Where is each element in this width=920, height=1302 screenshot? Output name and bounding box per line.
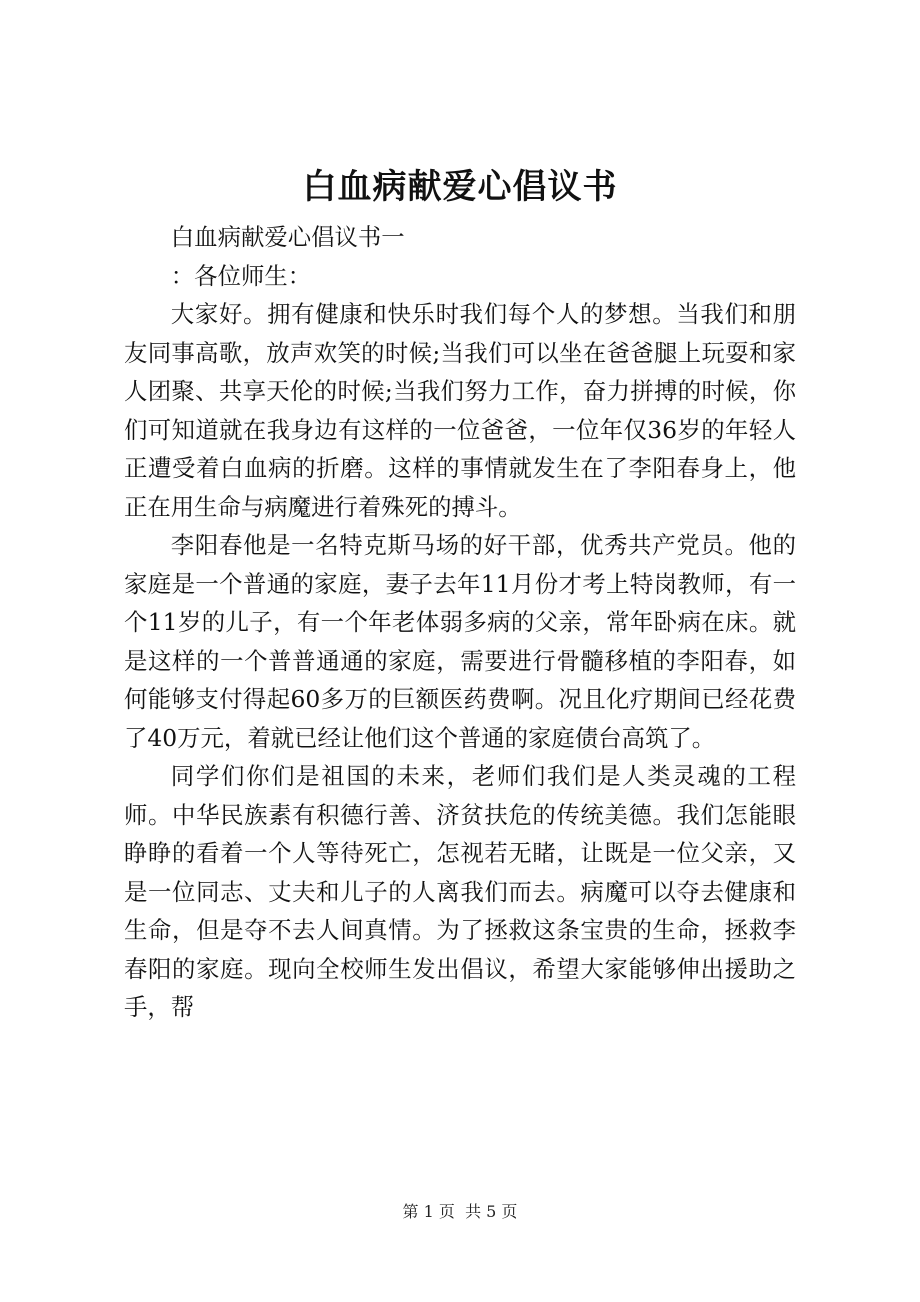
document-title: 白血病献爱心倡议书 — [302, 167, 618, 207]
body-paragraph-2: 李阳春他是一名特克斯马场的好干部，优秀共产党员。他的家庭是一个普通的家庭，妻子去年11月份才考上特岗教师，有一个11岁的儿子，有一个年老体弱多病的父亲，常年卧病在床。就是这样的一个普普通通的家庭，需要进行骨髓移植的李阳春，如何能够支付得起60多万的巨额医药费啊。况且化疗期间已经花费了40万元，着就已经让他们这个普通的家庭债台高筑了。 — [124, 531, 796, 752]
body-paragraph-1: 大家好。拥有健康和快乐时我们每个人的梦想。当我们和朋友同事高歌，放声欢笑的时候;当我们可以坐在爸爸腿上玩耍和家人团聚、共享天伦的时候;当我们努力工作，奋力拼搏的时候，你们可知道就在我身边有这样的一位爸爸，一位年仅36岁的年轻人正遭受着白血病的折磨。这样的事情就发生在了李阳春身上，他正在用生命与病魔进行着殊死的搏斗。 — [124, 300, 796, 521]
document-body — [124, 218, 796, 1027]
subtitle-paragraph: 白血病献爱心倡议书一 — [170, 223, 405, 251]
body-paragraph-3: 同学们你们是祖国的未来，老师们我们是人类灵魂的工程师。中华民族素有积德行善、济贫扶危的传统美德。我们怎能眼睁睁的看着一个人等待死亡，怎视若无睹，让既是一位父亲，又是一位同志、丈夫和儿子的人离我们而去。病魔可以夺去健康和生命，但是夺不去人间真情。为了拯救这条宝贵的生命，拯救李春阳的家庭。现向全校师生发出倡议，希望大家能够伸出援助之手，帮 — [124, 762, 796, 1021]
salutation-paragraph: ：各位师生： — [170, 261, 312, 290]
page-number-label: 第 1 页 共 5 页 — [402, 1202, 518, 1221]
page-footer — [0, 1198, 920, 1226]
